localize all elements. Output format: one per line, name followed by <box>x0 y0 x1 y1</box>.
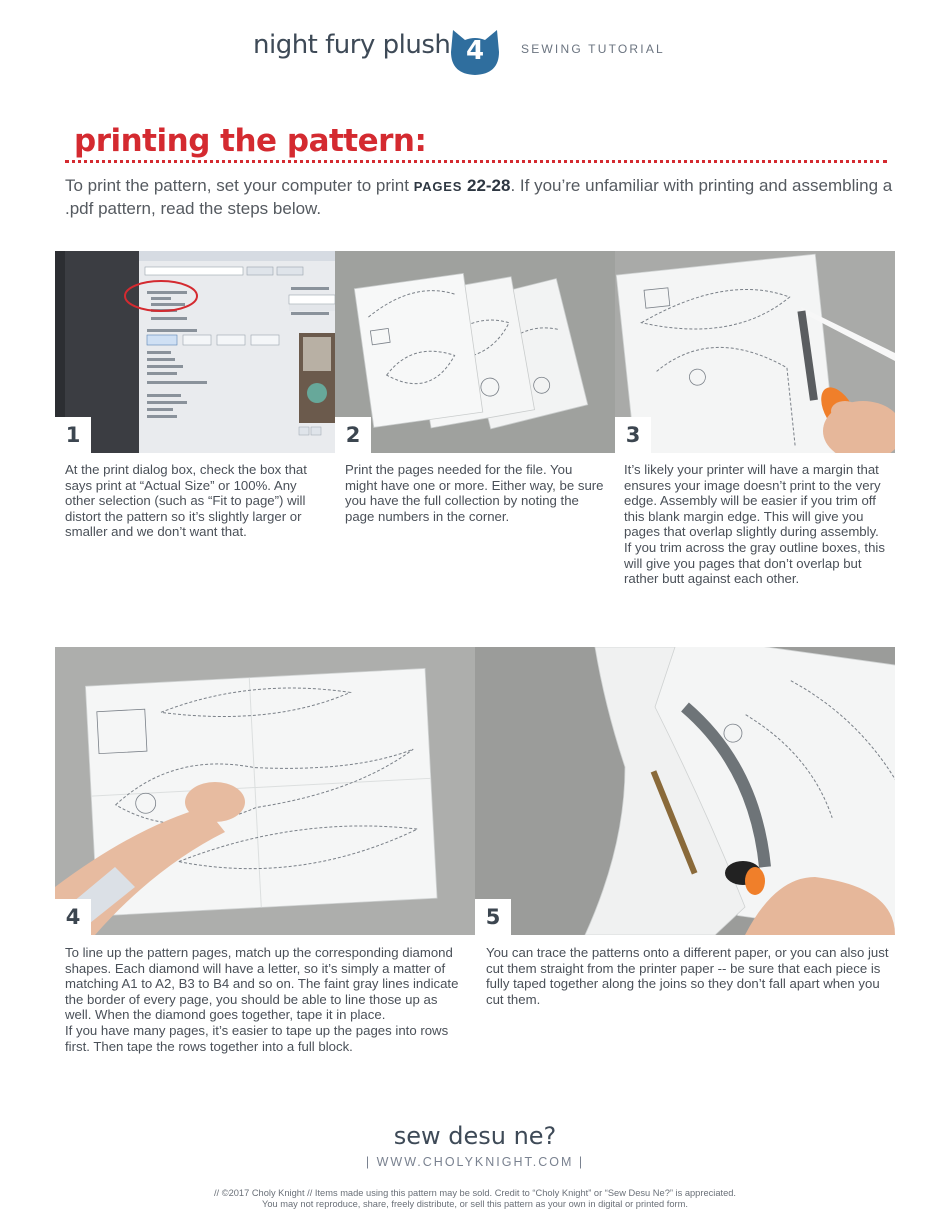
intro-paragraph <box>65 175 895 220</box>
header-title: night fury plush <box>253 30 451 60</box>
footer-brand: sew desu ne? <box>393 1122 557 1150</box>
step-5-number: 5 <box>475 899 511 935</box>
step-5-photo <box>475 647 895 935</box>
step-3-number: 3 <box>615 417 651 453</box>
step-5-description: You can trace the patterns onto a different paper, or you can also just cut them straight from the printer paper -- be sure that each piece is fully taped together along the joins so they don’t fall apart when you cut them. <box>486 945 889 1007</box>
step-1-number: 1 <box>55 417 91 453</box>
section-title: printing the pattern: <box>74 123 427 159</box>
footer-copyright <box>0 1188 950 1210</box>
copyright-line-1: // ©2017 Choly Knight // Items made using this pattern may be sold. Credit to “Choly Knight” or “Sew Desu Ne?” is appreciated. <box>213 1188 737 1198</box>
step-4-text: To line up the pattern pages, match up the corresponding diamond shapes. Each diamond will have a letter, so it’s simply a matter of matching A1 to A2, B3 to B4 and so on. The faint gray lines indicate the border of every page, you should be able to line those up as well. When the diamond goes together, tape it in place. <box>65 945 459 1023</box>
step-2-description: Print the pages needed for the file. You might have one or more. Either way, be sure you have the full collection by noting the page numbers in the corner. <box>345 462 604 524</box>
dotted-divider <box>65 160 887 163</box>
step-2-number: 2 <box>335 417 371 453</box>
step-3-description: It’s likely your printer will have a margin that ensures your image doesn’t print to the very edge. Assembly will be easier if you trim off this blank margin edge. This will give you pages that overlap slightly during assembly. If you trim across the gray outline boxes, this will give you pages that don’t overlap but rather butt against each other. <box>624 462 885 587</box>
intro-text-after: . If you’re unfamiliar with printing and assembling a .pdf pattern, read the steps below. <box>65 176 893 218</box>
step-3-photo <box>615 251 895 453</box>
copyright-line-2: You may not reproduce, share, freely distribute, or sell this pattern as your own in digital or printed form. <box>262 1199 688 1209</box>
intro-pages-label: PAGES <box>413 179 463 194</box>
step-1-photo <box>55 251 335 453</box>
header-subtitle: SEWING TUTORIAL <box>521 42 665 56</box>
page-number: 4 <box>465 36 485 66</box>
step-4-text-continued: If you have many pages, it’s easier to tape up the pages into rows first. Then tape the rows together into a full block. <box>65 1022 449 1054</box>
step-4-photo <box>55 647 475 935</box>
step-1-description: At the print dialog box, check the box that says print at “Actual Size” or 100%. Any other selection (such as “Fit to page”) will distort the pattern so it’s slightly larger or smaller and we don’t want that. <box>65 462 307 540</box>
step-4-description <box>65 945 465 1054</box>
footer-url-link[interactable]: | WWW.CHOLYKNIGHT.COM | <box>365 1155 585 1169</box>
step-2-photo <box>335 251 615 453</box>
intro-text-before: To print the pattern, set your computer to print <box>65 176 414 195</box>
intro-pages-value: 22-28 <box>466 176 511 195</box>
step-4-number: 4 <box>55 899 91 935</box>
